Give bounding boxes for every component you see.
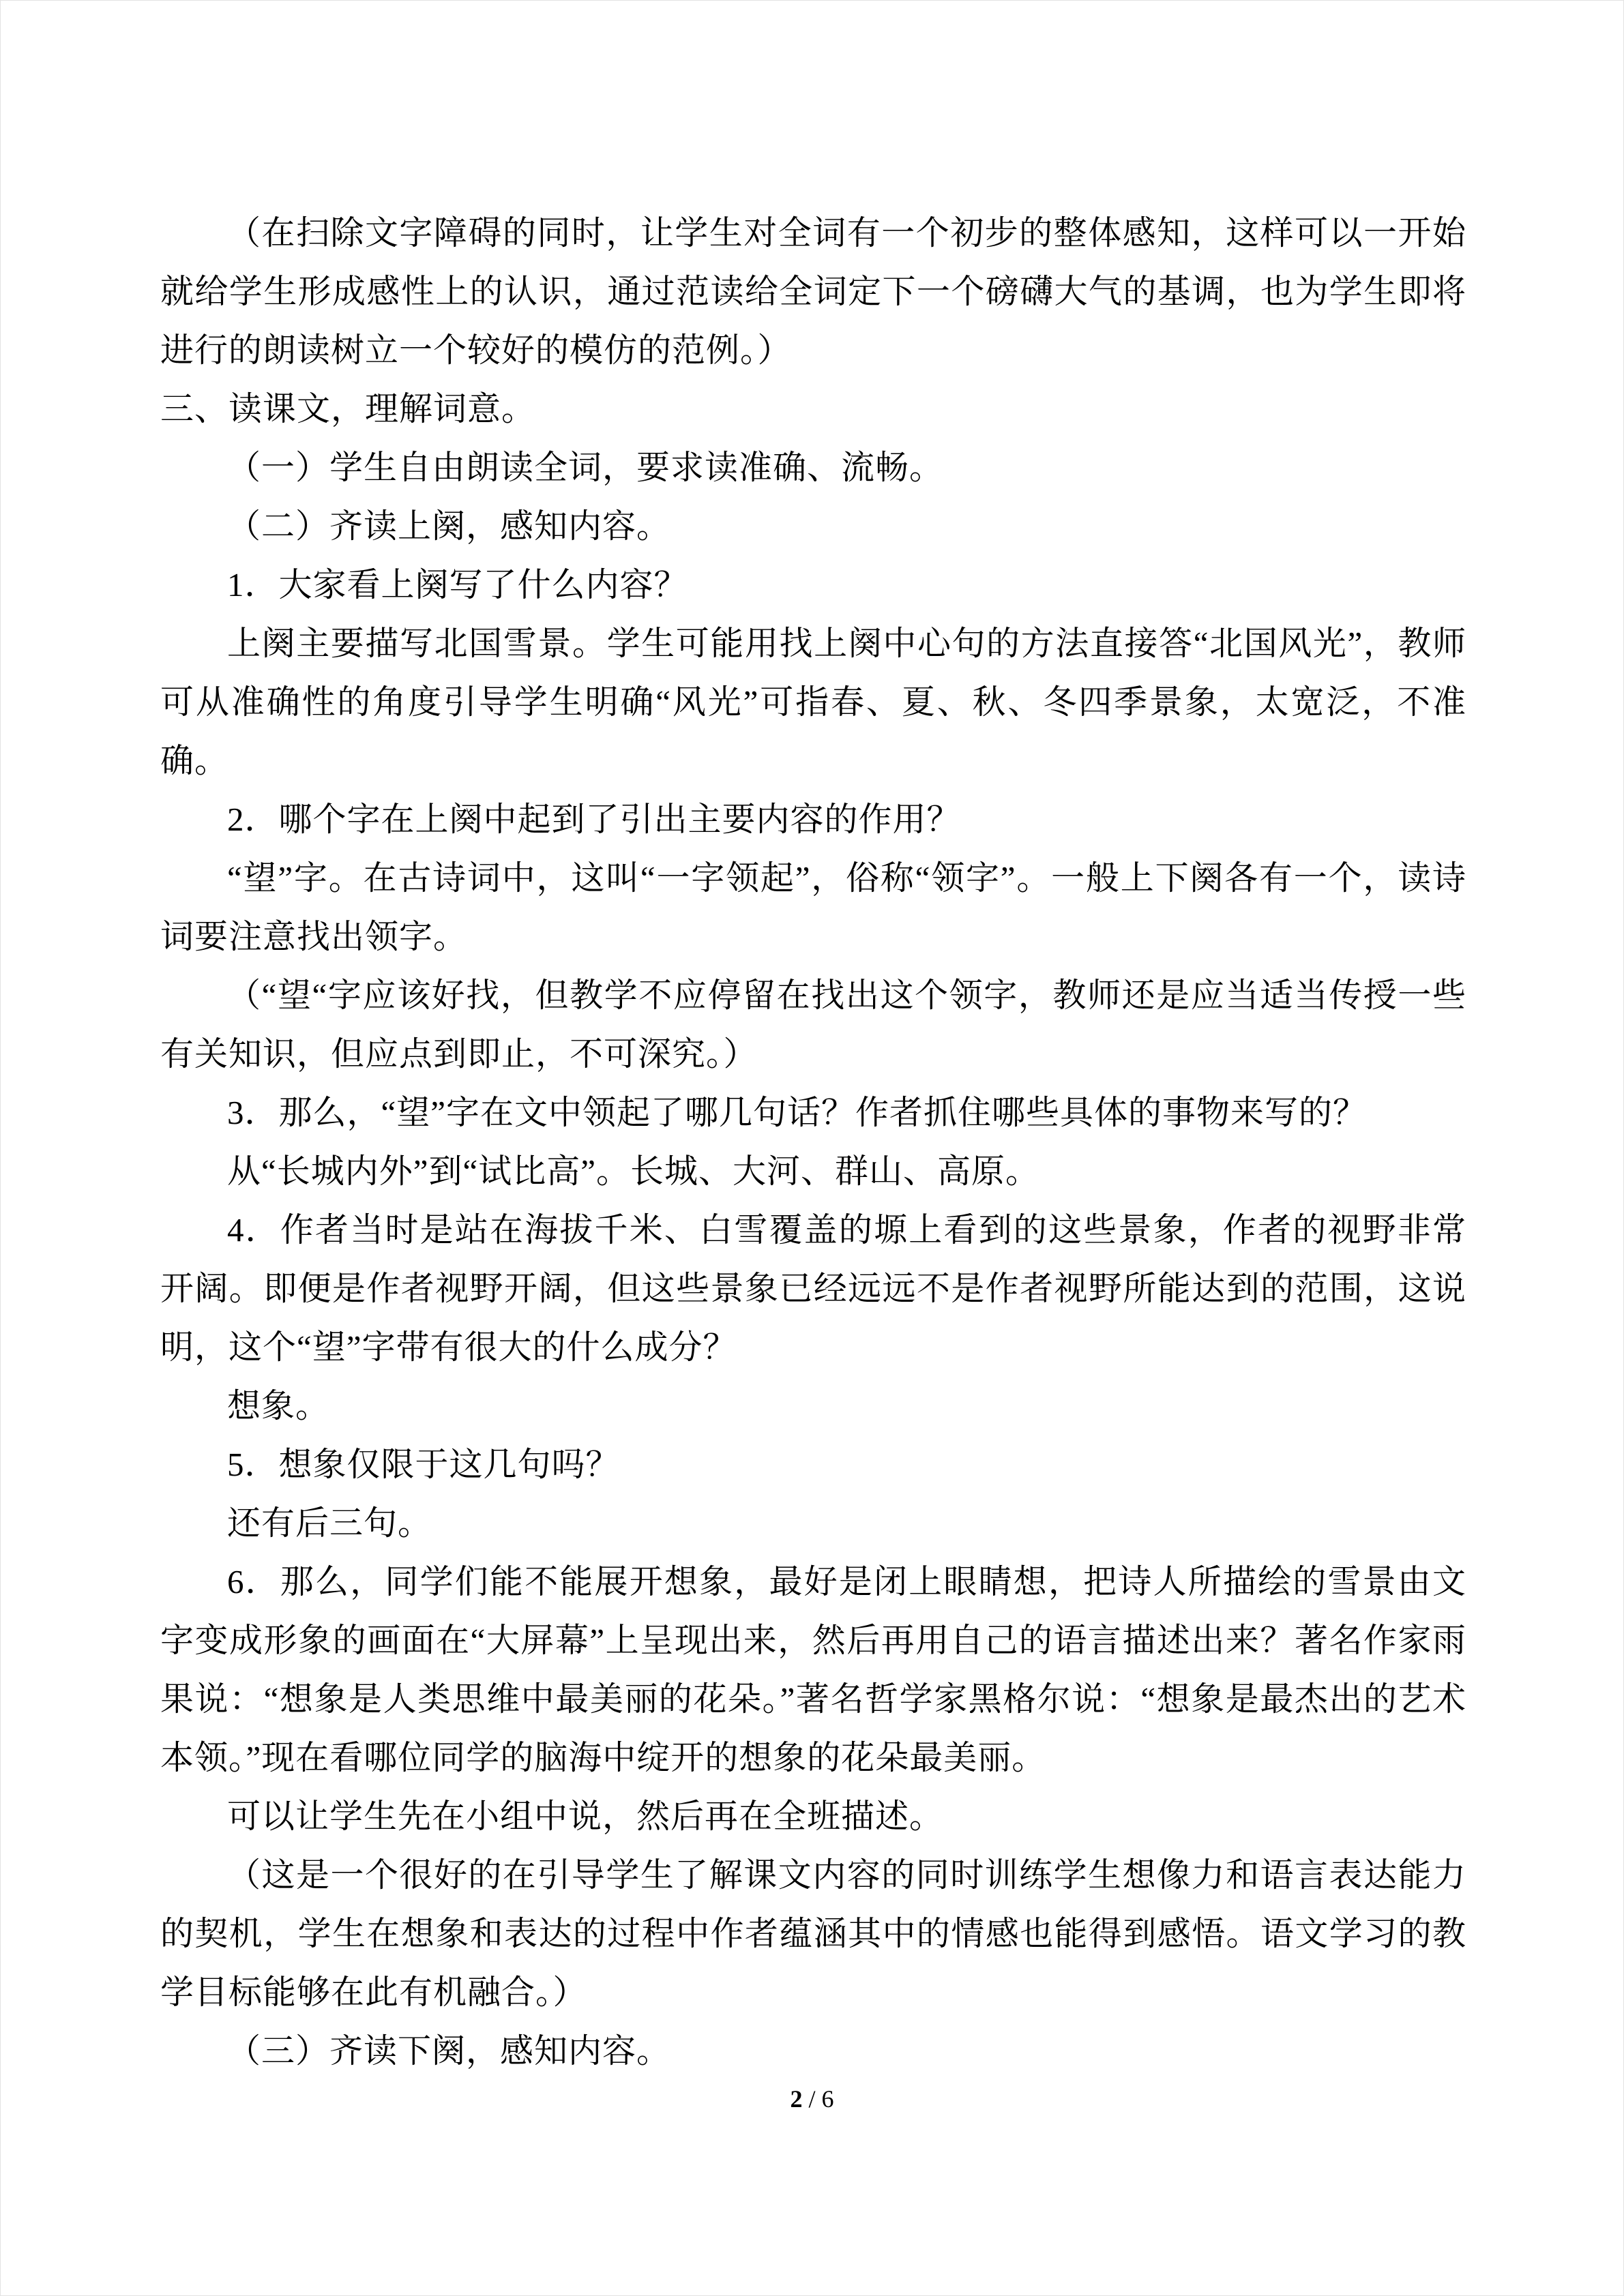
list-item: （二）齐读上阕，感知内容。 <box>227 507 671 545</box>
answer-paragraph: 从“长城内外”到“试比高”。长城、大河、群山、高原。 <box>227 1152 1039 1190</box>
answer-paragraph: 上阕主要描写北国雪景。学生可能用找上阕中心句的方法直接答“北国风光”，教师可从准确性的角度引导学生明确“风光”可指春、夏、秋、冬四季景象，太宽泛，不准确。 <box>160 625 1466 779</box>
question-item: 3．那么，“望”字在文中领起了哪几句话？作者抓住哪些具体的事物来写的？ <box>227 1094 1367 1131</box>
page-number <box>1 2085 1623 2113</box>
question-item: 5．想象仅限于这几句吗？ <box>227 1446 620 1483</box>
paragraph-note: （这是一个很好的在引导学生了解课文内容的同时训练学生想像力和语言表达能力的契机，学生在想象和表达的过程中作者蕴涵其中的情感也能得到感悟。语文学习的教学目标能够在此有机融合。） <box>160 1856 1466 2011</box>
answer-paragraph: 还有后三句。 <box>227 1504 432 1542</box>
answer-paragraph: 可以让学生先在小组中说，然后再在全班描述。 <box>227 1798 944 1835</box>
list-item: （三）齐读下阕，感知内容。 <box>227 2032 671 2070</box>
list-item: （一）学生自由朗读全词，要求读准确、流畅。 <box>227 449 944 486</box>
answer-paragraph: “望”字。在古诗词中，这叫“一字领起”，俗称“领字”。一般上下阕各有一个，读诗词要注意找出领字。 <box>160 859 1466 955</box>
paragraph-note: （在扫除文字障碍的同时，让学生对全词有一个初步的整体感知，这样可以一开始就给学生形成感性上的认识，通过范读给全词定下一个磅礴大气的基调，也为学生即将进行的朗读树立一个较好的模仿的范例。） <box>160 214 1466 369</box>
page-number-total: 6 <box>821 2085 834 2113</box>
page <box>1 1 1623 2295</box>
question-item: 6．那么，同学们能不能展开想象，最好是闭上眼睛想，把诗人所描绘的雪景由文字变成形象的画面在“大屏幕”上呈现出来，然后再用自己的语言描述出来？著名作家雨果说：“想象是人类思维中最美丽的花朵。”著名哲学家黑格尔说：“想象是最杰出的艺术本领。”现在看哪位同学的脑海中绽开的想象的花朵最美丽。 <box>160 1563 1466 1776</box>
page-number-current: 2 <box>790 2085 803 2113</box>
section-heading: 三、读课文，理解词意。 <box>160 390 536 428</box>
question-item: 1．大家看上阕写了什么内容？ <box>227 566 688 603</box>
page-number-separator: / <box>802 2085 822 2113</box>
question-item: 2．哪个字在上阕中起到了引出主要内容的作用？ <box>227 801 961 838</box>
paragraph-note: （“望“字应该好找，但教学不应停留在找出这个领字，教师还是应当适当传授一些有关知识，但应点到即止，不可深究。） <box>160 976 1466 1073</box>
question-item: 4．作者当时是站在海拔千米、白雪覆盖的塬上看到的这些景象，作者的视野非常开阔。即便是作者视野开阔，但这些景象已经远远不是作者视野所能达到的范围，这说明，这个“望”字带有很大的什么成分？ <box>160 1211 1466 1366</box>
answer-paragraph: 想象。 <box>227 1387 330 1425</box>
document-body <box>160 204 1466 2081</box>
